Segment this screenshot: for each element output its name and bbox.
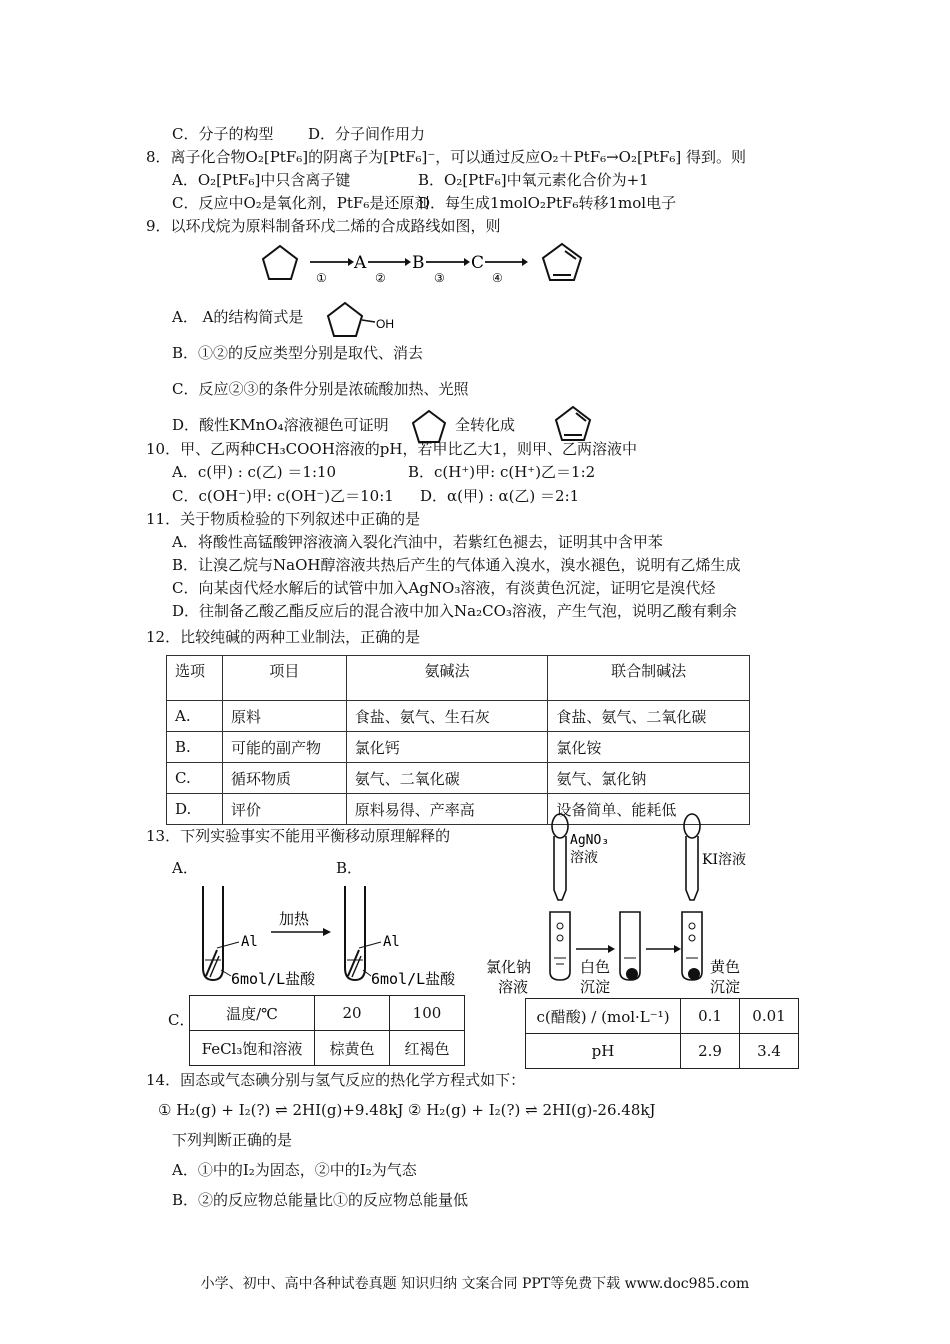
- q9-option-b: B．①②的反应类型分别是取代、消去: [172, 344, 424, 362]
- table-cell: 氨气、氯化钠: [548, 763, 750, 794]
- q9-option-c: C．反应②③的条件分别是浓硫酸加热、光照: [172, 380, 469, 398]
- yellow-ppt-label: 黄色: [710, 958, 741, 976]
- header-cell: 项目: [222, 656, 346, 701]
- table-cell: 红褐色: [390, 1031, 465, 1066]
- q10-option-a: A．c(甲) : c(乙) ＝1:10: [172, 463, 337, 481]
- table-cell: 氯化钙: [346, 732, 548, 763]
- q11-stem: 11．关于物质检验的下列叙述中正确的是: [146, 510, 421, 528]
- q12-stem: 12．比较纯碱的两种工业制法，正确的是: [146, 628, 421, 646]
- q10-option-c: C．c(OH⁻)甲: c(OH⁻)乙＝10:1: [172, 487, 394, 505]
- q8-option-d: D．每生成1molO₂PtF₆转移1mol电子: [418, 194, 677, 212]
- hcl-label-2: 6mol/L盐酸: [371, 970, 456, 988]
- q14-stem: 14．固态或气态碘分别与氢气反应的热化学方程式如下：: [146, 1071, 526, 1089]
- al-label-2: Al: [383, 934, 400, 950]
- q9-stem: 9．以环戊烷为原料制备环戊二烯的合成路线如图，则: [146, 217, 501, 235]
- q13-al-hcl-figure: [195, 880, 485, 990]
- q7-option-c: C．分子的构型: [172, 125, 274, 143]
- table-cell: 2.9: [681, 1034, 740, 1069]
- table-row: [526, 999, 799, 1034]
- q13-precipitate-figure: [484, 812, 774, 1000]
- table-cell: 食盐、氨气、生石灰: [346, 701, 548, 732]
- route-step-3: ③: [434, 271, 445, 285]
- q13-label-b: B．: [336, 859, 363, 877]
- q8-option-b: B．O₂[PtF₆]中氧元素化合价为+1: [418, 171, 649, 189]
- table-cell: 氨气、二氧化碳: [346, 763, 548, 794]
- table-cell: 温度/℃: [190, 996, 315, 1031]
- q9-synthesis-route: [250, 240, 590, 290]
- q8-option-a: A．O₂[PtF₆]中只含离子键: [172, 171, 351, 189]
- nacl-label: 氯化钠: [486, 958, 532, 976]
- table-row: [167, 763, 750, 794]
- q8-stem: 8．离子化合物O₂[PtF₆]的阴离子为[PtF₆]⁻，可以通过反应O₂＋PtF₆→O₂[PtF₆] 得到。则: [146, 148, 747, 166]
- route-step-4: ④: [492, 271, 503, 285]
- q13-label-c: C．: [168, 1011, 195, 1029]
- agno3-label: 溶液: [570, 850, 598, 866]
- ki-label: KI溶液: [702, 852, 746, 868]
- table-cell: 原料易得、产率高: [346, 794, 548, 825]
- q10-option-d: D．α(甲) : α(乙) ＝2:1: [420, 487, 580, 505]
- table-cell: 评价: [222, 794, 346, 825]
- q14-option-a: A．①中的I₂为固态，②中的I₂为气态: [172, 1161, 417, 1179]
- route-step-2: ②: [375, 271, 386, 285]
- nacl-label: 溶液: [498, 978, 529, 996]
- white-ppt-label: 沉淀: [580, 978, 611, 996]
- route-letter-c: C: [471, 253, 485, 273]
- cyclopentadiene-icon: [543, 244, 581, 280]
- q9-option-d-post: 全转化成: [455, 416, 516, 434]
- q13-table-d: [525, 998, 799, 1069]
- q14-option-b: B．②的反应物总能量比①的反应物总能量低: [172, 1191, 469, 1209]
- q10-stem: 10．甲、乙两种CH₃COOH溶液的pH，若甲比乙大1，则甲、乙两溶液中: [146, 440, 638, 458]
- header-cell: 选项: [167, 656, 223, 701]
- hcl-label-1: 6mol/L盐酸: [231, 970, 316, 988]
- q11-option-b: B．让溴乙烷与NaOH醇溶液共热后产生的气体通入溴水，溴水褪色，说明有乙烯生成: [172, 556, 741, 574]
- table-cell: 100: [390, 996, 465, 1031]
- agno3-label: AgNO₃: [570, 833, 610, 848]
- table-cell: c(醋酸) / (mol·L⁻¹): [526, 999, 681, 1034]
- table-cell: pH: [526, 1034, 681, 1069]
- cyclopentane-icon: [263, 246, 297, 279]
- table-header-row: [167, 656, 750, 701]
- q12-table: [166, 655, 750, 825]
- table-cell: 原料: [222, 701, 346, 732]
- q14-equation-1: ① H₂(g) + I₂(?) ⇌ 2HI(g)+9.48kJ: [158, 1101, 404, 1119]
- table-cell: 食盐、氨气、二氧化碳: [548, 701, 750, 732]
- q14-equation-2: ② H₂(g) + I₂(?) ⇌ 2HI(g)-26.48kJ: [408, 1101, 656, 1119]
- heat-label: 加热: [279, 910, 310, 928]
- table-cell: FeCl₃饱和溶液: [190, 1031, 315, 1066]
- table-cell: 循环物质: [222, 763, 346, 794]
- table-cell: 氯化铵: [548, 732, 750, 763]
- q9-option-d-pre: D．酸性KMnO₄溶液褪色可证明: [172, 416, 389, 434]
- header-cell: 联合制碱法: [548, 656, 750, 701]
- table-cell: 3.4: [740, 1034, 799, 1069]
- q10-option-b: B．c(H⁺)甲: c(H⁺)乙＝1:2: [408, 463, 596, 481]
- table-row: [167, 732, 750, 763]
- table-row: [190, 1031, 465, 1066]
- oh-label: OH: [376, 317, 394, 331]
- header-cell: 氨碱法: [346, 656, 548, 701]
- table-cell: 设备简单、能耗低: [548, 794, 750, 825]
- route-letter-b: B: [412, 253, 425, 273]
- page-footer: 小学、初中、高中各种试卷真题 知识归纳 文案合同 PPT等免费下载 www.doc985.com: [200, 1276, 750, 1292]
- table-cell: 可能的副产物: [222, 732, 346, 763]
- route-step-1: ①: [316, 271, 327, 285]
- white-ppt-label: 白色: [580, 958, 611, 976]
- table-cell: 20: [315, 996, 390, 1031]
- table-cell: 0.1: [681, 999, 740, 1034]
- table-cell: 棕黄色: [315, 1031, 390, 1066]
- q13-stem: 13．下列实验事实不能用平衡移动原理解释的: [146, 827, 451, 845]
- q11-option-c: C．向某卤代烃水解后的试管中加入AgNO₃溶液，有淡黄色沉淀，证明它是溴代烃: [172, 579, 716, 597]
- table-cell: D.: [167, 794, 223, 825]
- q7-option-d: D．分子间作用力: [308, 125, 426, 143]
- q8-option-c: C．反应中O₂是氧化剂，PtF₆是还原剂: [172, 194, 430, 212]
- q9-option-a: A． A的结构简式是: [172, 308, 304, 326]
- table-row: [190, 996, 465, 1031]
- q14-question: 下列判断正确的是: [172, 1131, 293, 1149]
- table-cell: A.: [167, 701, 223, 732]
- q13-label-a: A．: [172, 859, 198, 877]
- table-cell: B.: [167, 732, 223, 763]
- yellow-ppt-label: 沉淀: [710, 978, 741, 996]
- cyclopentadiene-icon: [553, 404, 595, 444]
- q11-option-a: A．将酸性高锰酸钾溶液滴入裂化汽油中，若紫红色褪去，证明其中含甲苯: [172, 533, 663, 551]
- route-letter-a: A: [354, 253, 367, 273]
- q11-option-d: D．往制备乙酸乙酯反应后的混合液中加入Na₂CO₃溶液，产生气泡，说明乙酸有剩余: [172, 602, 737, 620]
- table-row: [526, 1034, 799, 1069]
- al-label-1: Al: [241, 934, 258, 950]
- cyclopentanol-icon: [325, 300, 405, 340]
- q13-table-c: [189, 995, 465, 1066]
- table-cell: 0.01: [740, 999, 799, 1034]
- table-cell: C.: [167, 763, 223, 794]
- table-row: [167, 701, 750, 732]
